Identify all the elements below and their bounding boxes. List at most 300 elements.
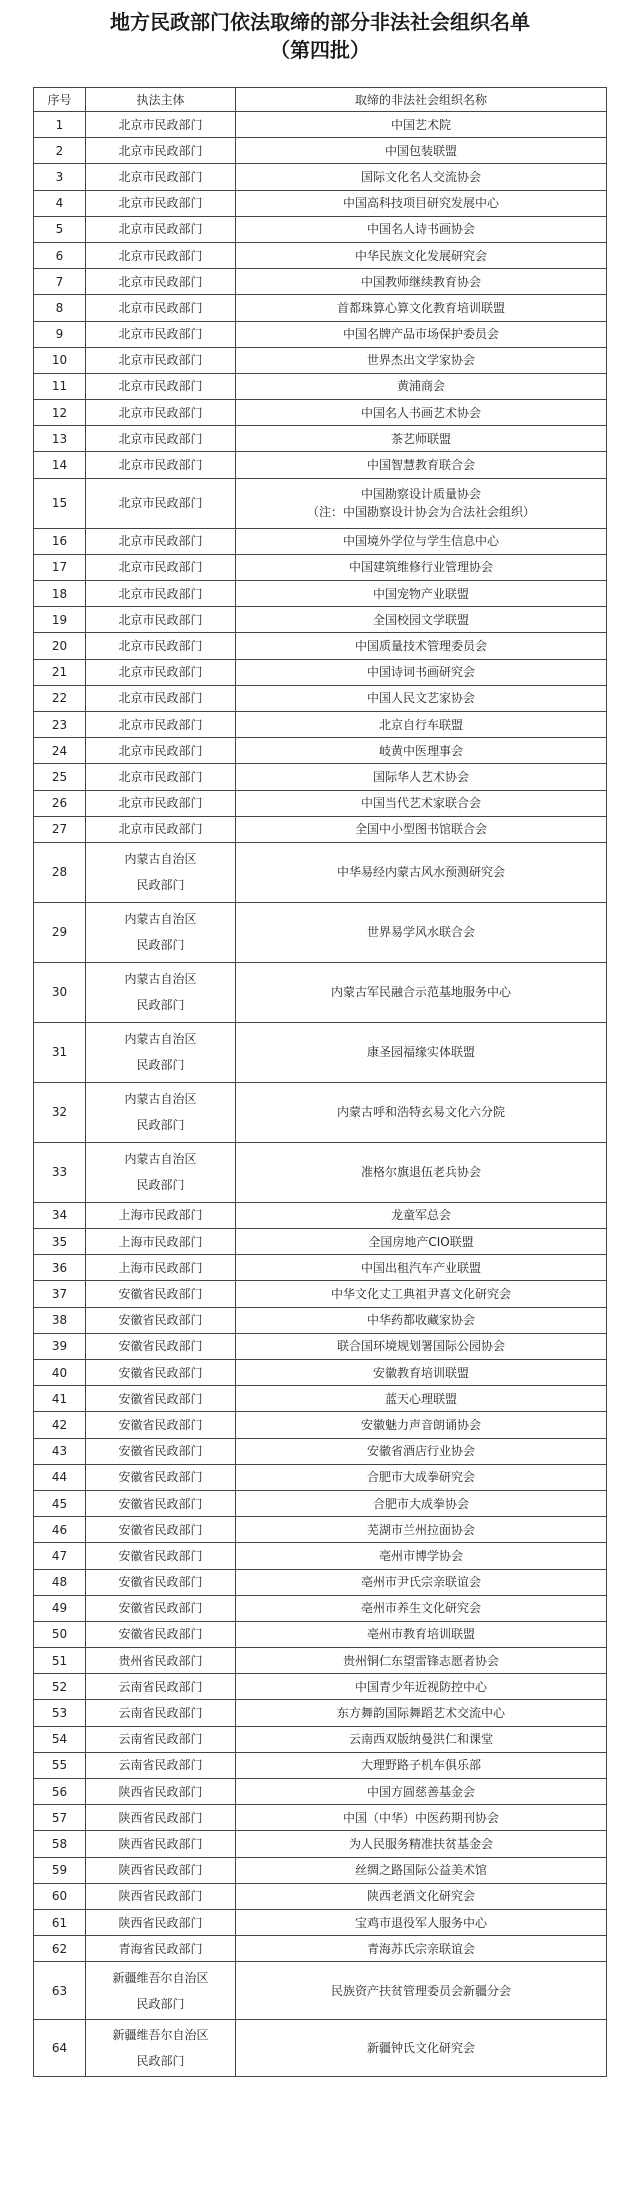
serial-number-cell: 36 [34,1255,86,1281]
organization-name-cell [236,842,607,902]
organization-name-cell [236,581,607,607]
serial-number-cell: 11 [34,373,86,399]
organization-name-text: 中国青少年近视防控中心 [354,1679,487,1694]
enforcement-subject-cell [86,1333,236,1359]
serial-number-cell: 50 [34,1621,86,1647]
enforcement-subject-cell [86,1805,236,1831]
enforcement-subject-cell [86,659,236,685]
enforcement-subject-text: 贵州省民政部门 [118,1653,203,1668]
enforcement-subject-cell [86,581,236,607]
enforcement-subject-text: 北京市民政部门 [118,222,203,237]
serial-number-cell: 60 [34,1883,86,1909]
table-row [34,1543,607,1569]
enforcement-subject-text-line-2: 民政部门 [136,938,185,953]
serial-number-cell: 15 [34,478,86,528]
organization-name-text: 贵州铜仁东望雷锋志愿者协会 [342,1653,499,1668]
enforcement-subject-cell [86,1082,236,1142]
organization-name-cell [236,1936,607,1962]
enforcement-subject-text: 北京市民政部门 [118,458,203,473]
enforcement-subject-cell [86,842,236,902]
enforcement-subject-text: 北京市民政部门 [118,612,203,627]
enforcement-subject-cell [86,242,236,268]
enforcement-subject-text: 新疆维吾尔自治区 [112,2028,209,2043]
table-row [34,711,607,737]
serial-number-cell: 27 [34,816,86,842]
serial-number-cell: 20 [34,633,86,659]
serial-number-cell: 17 [34,554,86,580]
enforcement-subject-cell [86,1936,236,1962]
organization-name-cell [236,1831,607,1857]
enforcement-subject-cell [86,738,236,764]
serial-number-cell: 45 [34,1490,86,1516]
document-title [0,8,640,64]
enforcement-subject-text: 北京市民政部门 [118,534,203,549]
organization-name-cell [236,1779,607,1805]
enforcement-subject-text: 云南省民政部门 [118,1758,203,1773]
serial-number-cell: 34 [34,1202,86,1228]
enforcement-subject-text: 安徽省民政部门 [118,1601,203,1616]
enforcement-subject-cell [86,1621,236,1647]
enforcement-subject-cell [86,478,236,528]
enforcement-subject-text: 安徽省民政部门 [118,1365,203,1380]
organization-name-cell [236,321,607,347]
serial-number-cell: 5 [34,216,86,242]
organization-name-cell [236,373,607,399]
serial-number-cell: 40 [34,1360,86,1386]
enforcement-subject-text: 北京市民政部门 [118,379,203,394]
table-row [34,1412,607,1438]
organization-name-text: 中国境外学位与学生信息中心 [342,534,499,549]
enforcement-subject-text: 安徽省民政部门 [118,1287,203,1302]
organization-name-cell [236,1543,607,1569]
organization-name-text: 中国智慧教育联合会 [366,458,475,473]
table-row [34,962,607,1022]
enforcement-subject-text: 陕西省民政部门 [118,1863,203,1878]
enforcement-subject-cell [86,1360,236,1386]
table-row [34,1909,607,1935]
enforcement-subject-cell [86,1595,236,1621]
enforcement-subject-cell [86,607,236,633]
table-row [34,400,607,426]
serial-number-cell: 59 [34,1857,86,1883]
organization-name-cell [236,347,607,373]
organization-name-text: 合肥市大成拳研究会 [366,1470,475,1485]
organization-name-cell [236,112,607,138]
organization-name-cell [236,738,607,764]
table-row [34,790,607,816]
organization-name-cell [236,1022,607,1082]
serial-number-cell: 54 [34,1726,86,1752]
enforcement-subject-cell [86,1202,236,1228]
organization-table [33,87,607,2077]
table-row [34,1333,607,1359]
serial-number-cell: 6 [34,242,86,268]
serial-number-cell: 61 [34,1909,86,1935]
organization-name-cell [236,1386,607,1412]
enforcement-subject-cell [86,1142,236,1202]
enforcement-subject-text: 北京市民政部门 [118,665,203,680]
organization-name-cell [236,1438,607,1464]
enforcement-subject-text: 北京市民政部门 [118,117,203,132]
organization-name-text: 亳州市教育培训联盟 [366,1627,475,1642]
organization-name-text: 中国教师继续教育协会 [360,274,481,289]
enforcement-subject-cell [86,2019,236,2077]
table-row [34,1142,607,1202]
enforcement-subject-text: 北京市民政部门 [118,822,203,837]
organization-name-text: 岐黄中医理事会 [378,743,463,758]
table-row [34,659,607,685]
enforcement-subject-text: 北京市民政部门 [118,327,203,342]
organization-name-cell [236,1517,607,1543]
organization-name-text: 康圣园福缘实体联盟 [366,1045,475,1060]
enforcement-subject-text: 云南省民政部门 [118,1732,203,1747]
enforcement-subject-cell [86,962,236,1022]
organization-name-cell [236,452,607,478]
serial-number-cell: 43 [34,1438,86,1464]
serial-number-cell: 26 [34,790,86,816]
organization-name-cell [236,164,607,190]
serial-number-cell: 32 [34,1082,86,1142]
enforcement-subject-cell [86,1700,236,1726]
serial-number-cell: 24 [34,738,86,764]
serial-number-cell: 38 [34,1307,86,1333]
enforcement-subject-text-line-2: 民政部门 [136,2054,185,2069]
serial-number-cell: 28 [34,842,86,902]
serial-number-cell: 39 [34,1333,86,1359]
enforcement-subject-cell [86,764,236,790]
enforcement-subject-cell [86,1517,236,1543]
organization-name-text: 芜湖市兰州拉面协会 [366,1522,475,1537]
organization-name-cell [236,138,607,164]
organization-name-text: 内蒙古军民融合示范基地服务中心 [330,985,511,1000]
enforcement-subject-cell [86,347,236,373]
serial-number-cell: 9 [34,321,86,347]
enforcement-subject-text: 安徽省民政部门 [118,1627,203,1642]
enforcement-subject-text: 北京市民政部门 [118,196,203,211]
organization-name-text: 安徽魅力声音朗诵协会 [360,1417,481,1432]
enforcement-subject-cell [86,321,236,347]
table-row [34,216,607,242]
enforcement-subject-text: 内蒙古自治区 [124,1032,197,1047]
organization-name-cell [236,816,607,842]
organization-name-text: 中国人民文艺家协会 [366,691,475,706]
title-line-1: 地方民政部门依法取缔的部分非法社会组织名单 [110,10,530,34]
table-row [34,242,607,268]
table-row [34,1752,607,1778]
serial-number-cell: 51 [34,1648,86,1674]
organization-name-cell [236,1752,607,1778]
serial-number-cell: 3 [34,164,86,190]
enforcement-subject-text: 北京市民政部门 [118,496,203,511]
serial-number-cell: 64 [34,2019,86,2077]
organization-name-text: 准格尔旗退伍老兵协会 [360,1165,481,1180]
serial-number-cell: 7 [34,269,86,295]
organization-name-cell [236,1726,607,1752]
table-row [34,1569,607,1595]
serial-number-cell: 4 [34,190,86,216]
table-row [34,478,607,528]
organization-name-cell [236,1490,607,1516]
enforcement-subject-text: 安徽省民政部门 [118,1339,203,1354]
enforcement-subject-cell [86,190,236,216]
enforcement-subject-cell [86,1779,236,1805]
organization-name-text: 民族资产扶贫管理委员会新疆分会 [330,1983,511,1998]
enforcement-subject-text: 北京市民政部门 [118,560,203,575]
organization-name-text: 安徽省酒店行业协会 [366,1444,475,1459]
organization-name-cell [236,711,607,737]
serial-number-cell: 37 [34,1281,86,1307]
table-row [34,373,607,399]
serial-number-cell: 21 [34,659,86,685]
organization-name-cell [236,190,607,216]
enforcement-subject-cell [86,1726,236,1752]
enforcement-subject-cell [86,1648,236,1674]
organization-name-cell [236,1595,607,1621]
organization-name-text: 陕西老酒文化研究会 [366,1889,475,1904]
enforcement-subject-cell [86,426,236,452]
enforcement-subject-text: 安徽省民政部门 [118,1417,203,1432]
header-enforcement-subject: 执法主体 [86,88,236,112]
enforcement-subject-cell [86,216,236,242]
enforcement-subject-cell [86,816,236,842]
enforcement-subject-cell [86,1229,236,1255]
enforcement-subject-text: 北京市民政部门 [118,586,203,601]
table-row [34,1202,607,1228]
organization-name-cell [236,1082,607,1142]
organization-name-cell [236,1333,607,1359]
organization-name-text: 青海苏氏宗亲联谊会 [366,1941,475,1956]
enforcement-subject-text-line-2: 民政部门 [136,878,185,893]
enforcement-subject-text: 北京市民政部门 [118,431,203,446]
table-row [34,764,607,790]
organization-name-cell [236,1621,607,1647]
table-row [34,1438,607,1464]
organization-name-cell [236,685,607,711]
enforcement-subject-cell [86,1569,236,1595]
organization-name-cell [236,1569,607,1595]
organization-name-cell [236,1229,607,1255]
enforcement-subject-text: 北京市民政部门 [118,143,203,158]
table-row [34,1648,607,1674]
organization-name-text: 世界易学风水联合会 [366,925,475,940]
enforcement-subject-text: 新疆维吾尔自治区 [112,1970,209,1985]
serial-number-cell: 57 [34,1805,86,1831]
serial-number-cell: 41 [34,1386,86,1412]
enforcement-subject-text: 北京市民政部门 [118,169,203,184]
table-row [34,1464,607,1490]
organization-name-cell [236,1281,607,1307]
table-row [34,1883,607,1909]
serial-number-cell: 49 [34,1595,86,1621]
serial-number-cell: 58 [34,1831,86,1857]
table-row [34,1281,607,1307]
enforcement-subject-text: 云南省民政部门 [118,1706,203,1721]
organization-name-text: 宝鸡市退役军人服务中心 [354,1915,487,1930]
enforcement-subject-text: 陕西省民政部门 [118,1810,203,1825]
organization-name-text: 龙童军总会 [390,1208,451,1223]
organization-name-cell [236,400,607,426]
organization-name-text: 全国中小型图书馆联合会 [354,822,487,837]
serial-number-cell: 48 [34,1569,86,1595]
organization-name-text: 蓝天心理联盟 [384,1391,457,1406]
enforcement-subject-cell [86,373,236,399]
serial-number-cell: 63 [34,1962,86,2020]
serial-number-cell: 8 [34,295,86,321]
serial-number-cell: 23 [34,711,86,737]
organization-name-text: 茶艺师联盟 [390,431,451,446]
serial-number-cell: 22 [34,685,86,711]
organization-name-cell [236,1464,607,1490]
organization-name-text: 中国高科技项目研究发展中心 [342,196,499,211]
enforcement-subject-text: 北京市民政部门 [118,691,203,706]
serial-number-cell: 31 [34,1022,86,1082]
organization-note-text: （注：中国勘察设计协会为合法社会组织） [306,505,535,520]
enforcement-subject-text: 上海市民政部门 [118,1208,203,1223]
enforcement-subject-text: 北京市民政部门 [118,769,203,784]
organization-name-text: 中华文化丈工典祖尹喜文化研究会 [330,1287,511,1302]
enforcement-subject-cell [86,400,236,426]
organization-name-text: 中国出租汽车产业联盟 [360,1260,481,1275]
table-row [34,816,607,842]
serial-number-cell: 44 [34,1464,86,1490]
table-row [34,528,607,554]
serial-number-cell: 18 [34,581,86,607]
organization-name-text: 中国质量技术管理委员会 [354,638,487,653]
serial-number-cell: 33 [34,1142,86,1202]
table-row [34,685,607,711]
organization-name-text: 大理野路子机车俱乐部 [360,1758,481,1773]
organization-name-text: 中国艺术院 [390,117,451,132]
organization-name-text: 亳州市博学协会 [378,1548,463,1563]
organization-name-cell [236,1255,607,1281]
enforcement-subject-text: 北京市民政部门 [118,717,203,732]
organization-name-cell [236,1648,607,1674]
table-row [34,2019,607,2077]
serial-number-cell: 19 [34,607,86,633]
enforcement-subject-text: 北京市民政部门 [118,796,203,811]
enforcement-subject-cell [86,1022,236,1082]
enforcement-subject-text: 内蒙古自治区 [124,1152,197,1167]
enforcement-subject-text-line-2: 民政部门 [136,998,185,1013]
organization-name-cell [236,1962,607,2020]
enforcement-subject-cell [86,1281,236,1307]
enforcement-subject-cell [86,269,236,295]
organization-name-text: 中国名牌产品市场保护委员会 [342,327,499,342]
table-row [34,1229,607,1255]
enforcement-subject-cell [86,1490,236,1516]
table-row [34,321,607,347]
organization-name-text: 亳州市尹氏宗亲联谊会 [360,1575,481,1590]
enforcement-subject-text: 陕西省民政部门 [118,1836,203,1851]
enforcement-subject-text: 安徽省民政部门 [118,1391,203,1406]
organization-name-text: 黄浦商会 [396,379,445,394]
serial-number-cell: 13 [34,426,86,452]
enforcement-subject-text: 内蒙古自治区 [124,852,197,867]
table-row [34,190,607,216]
enforcement-subject-cell [86,295,236,321]
table-row [34,633,607,659]
serial-number-cell: 29 [34,902,86,962]
organization-name-cell [236,1412,607,1438]
enforcement-subject-text: 安徽省民政部门 [118,1470,203,1485]
organization-name-cell [236,269,607,295]
organization-name-cell [236,554,607,580]
organization-name-text: 丝绸之路国际公益美术馆 [354,1863,487,1878]
organization-name-cell [236,764,607,790]
table-row [34,426,607,452]
table-row [34,1779,607,1805]
table-row [34,1517,607,1543]
table-row [34,1621,607,1647]
table-row [34,347,607,373]
organization-name-cell [236,790,607,816]
organization-name-cell [236,1700,607,1726]
organization-name-text: 中国当代艺术家联合会 [360,796,481,811]
enforcement-subject-text-line-2: 民政部门 [136,1058,185,1073]
enforcement-subject-cell [86,1674,236,1700]
table-row [34,1595,607,1621]
enforcement-subject-text: 安徽省民政部门 [118,1444,203,1459]
enforcement-subject-cell [86,633,236,659]
organization-name-text: 中国建筑维修行业管理协会 [348,560,493,575]
enforcement-subject-cell [86,1752,236,1778]
organization-name-cell [236,1909,607,1935]
enforcement-subject-cell [86,1543,236,1569]
table-row [34,1022,607,1082]
table-row [34,738,607,764]
organization-name-text: 中华民族文化发展研究会 [354,248,487,263]
serial-number-cell: 62 [34,1936,86,1962]
serial-number-cell: 10 [34,347,86,373]
enforcement-subject-text: 青海省民政部门 [118,1941,203,1956]
table-row [34,269,607,295]
organization-name-text: 为人民服务精准扶贫基金会 [348,1836,493,1851]
enforcement-subject-cell [86,554,236,580]
enforcement-subject-text: 内蒙古自治区 [124,972,197,987]
organization-name-cell [236,242,607,268]
serial-number-cell: 16 [34,528,86,554]
organization-name-cell [236,659,607,685]
enforcement-subject-cell [86,711,236,737]
organization-name-text: 国际华人艺术协会 [372,769,469,784]
table-row [34,607,607,633]
enforcement-subject-text: 内蒙古自治区 [124,1092,197,1107]
table-row [34,1831,607,1857]
enforcement-subject-cell [86,902,236,962]
serial-number-cell: 14 [34,452,86,478]
organization-name-cell [236,1883,607,1909]
table-row [34,295,607,321]
enforcement-subject-cell [86,138,236,164]
enforcement-subject-text: 北京市民政部门 [118,638,203,653]
organization-name-text: 合肥市大成拳协会 [372,1496,469,1511]
table-row [34,1360,607,1386]
enforcement-subject-text: 陕西省民政部门 [118,1889,203,1904]
enforcement-subject-text: 上海市民政部门 [118,1234,203,1249]
organization-name-cell [236,607,607,633]
table-row [34,452,607,478]
enforcement-subject-text: 安徽省民政部门 [118,1313,203,1328]
organization-name-cell [236,295,607,321]
organization-name-text: 内蒙古呼和浩特玄易文化六分院 [336,1105,505,1120]
organization-name-cell [236,1142,607,1202]
enforcement-subject-cell [86,1386,236,1412]
enforcement-subject-cell [86,112,236,138]
organization-name-text: 联合国环境规划署国际公园协会 [336,1339,505,1354]
enforcement-subject-cell [86,1255,236,1281]
organization-name-cell [236,1202,607,1228]
enforcement-subject-text: 北京市民政部门 [118,300,203,315]
